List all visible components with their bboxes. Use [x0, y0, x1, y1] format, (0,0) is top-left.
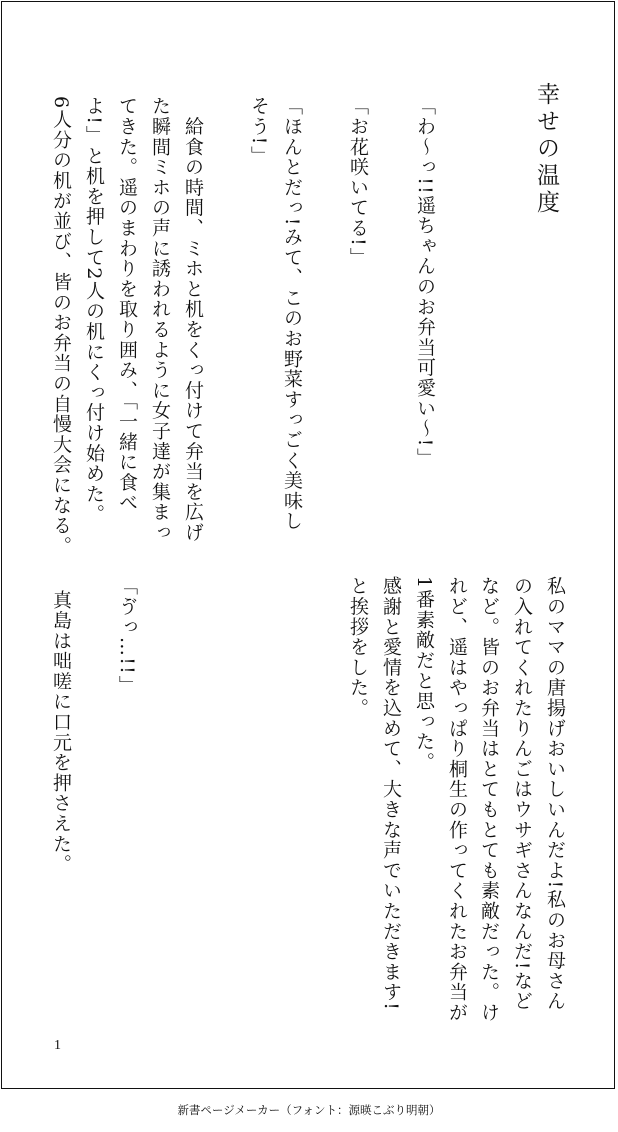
text-column: 「ほんとだっ!みて、このお野菜すっごく美味し	[281, 96, 303, 532]
text-column: 「お花咲いてる!」	[347, 96, 369, 268]
text-column: 私のママの唐揚げおいしいんだよ!私のお母さん	[544, 576, 566, 1012]
text-column: 1番素敵だと思った。	[413, 576, 435, 773]
page-number: 1	[54, 1038, 61, 1053]
text-column: 給食の時間、ミホと机をくっ付けて弁当を広げ	[182, 96, 204, 543]
text-column: 感謝と愛情を込めて、大きな声でいただきます!	[380, 576, 402, 1012]
text-column: よ!」と机を押して2人の机にくっ付け始めた。	[83, 96, 105, 525]
text-column: そう!」	[248, 96, 270, 166]
text-column: 「わ～っ!!遥ちゃんのお弁当可愛い～!」	[414, 96, 436, 468]
text-column: れど、遥はやっぱり桐生の作ってくれたお弁当が	[446, 576, 468, 1023]
text-column: た瞬間ミホの声に誘われるように女子達が集まっ	[149, 96, 171, 543]
text-column: 真島は咄嗟に口元を押さえた。	[50, 590, 72, 875]
text-column: など。皆のお弁当はとてもとても素敵だった。け	[478, 576, 500, 1023]
footer-caption: 新書ページメーカー（フォント：源暎こぶり明朝）	[177, 1103, 441, 1117]
text-column: 「ゔっ…!!」	[116, 576, 138, 696]
text-column: の入れてくれたりんごはウサギさんなんだ!など	[511, 576, 533, 1012]
text-column: てきた。遥のまわりを取り囲み、「一緒に食べ	[116, 96, 138, 513]
text-column: と挨拶をした。	[347, 576, 369, 719]
story-title: 幸せの温度	[533, 82, 559, 217]
text-column: 6人分の机が並び、皆のお弁当の自慢大会になる。	[50, 96, 72, 556]
